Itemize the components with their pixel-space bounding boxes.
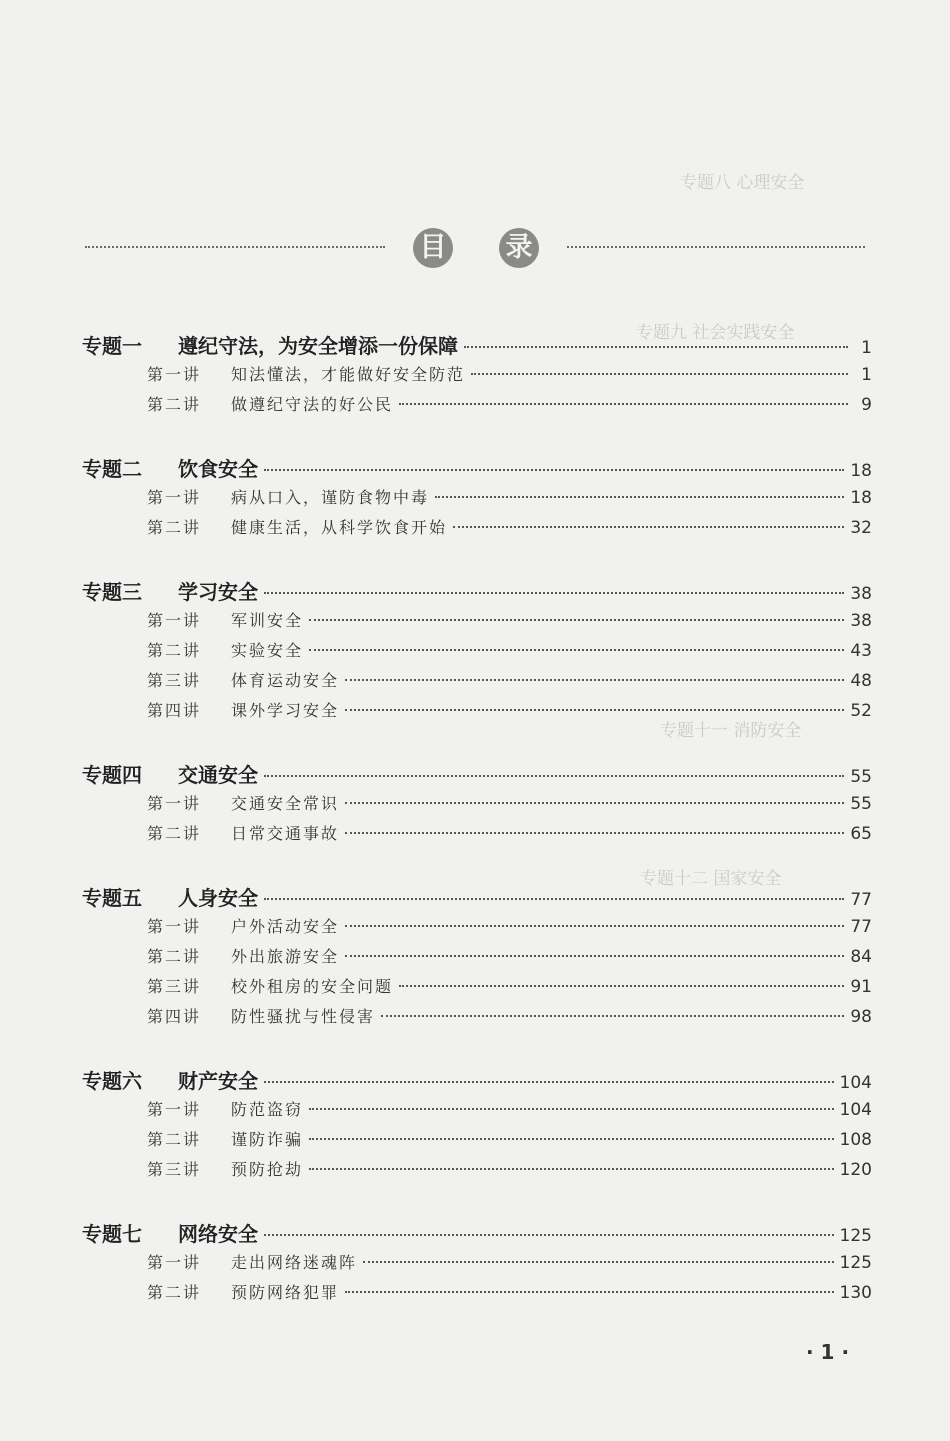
toc-lecture-page: 98: [850, 1007, 872, 1027]
toc-topic-page: 38: [850, 584, 872, 604]
toc-topic[interactable]: [82, 759, 872, 791]
dot-leader: [453, 526, 844, 528]
toc-lecture-number: 第一讲: [147, 488, 202, 507]
toc-lecture-page: 91: [850, 977, 872, 997]
toc-lecture-page: 108: [839, 1130, 872, 1150]
toc-lecture-number: 第二讲: [147, 518, 202, 537]
toc-topic-number: 专题六: [82, 1069, 142, 1093]
toc-lecture[interactable]: [82, 821, 872, 851]
toc-lecture-page: 84: [850, 947, 872, 967]
toc-lecture-title: 日常交通事故: [231, 824, 340, 843]
toc-topic-title: 遵纪守法，为安全增添一份保障: [178, 334, 458, 358]
toc-chapter: [82, 1065, 872, 1187]
dot-leader: [345, 925, 844, 927]
toc-lecture-page: 55: [850, 794, 872, 814]
toc-topic-page: 77: [850, 890, 872, 910]
toc-lecture-number: 第一讲: [147, 794, 202, 813]
toc-lecture-title: 防性骚扰与性侵害: [231, 1007, 376, 1026]
dot-leader: [399, 403, 848, 405]
dot-leader: [264, 1234, 834, 1236]
toc-lecture-page: 65: [850, 824, 872, 844]
toc-lecture-title: 走出网络迷魂阵: [231, 1253, 358, 1272]
dot-leader: [464, 346, 848, 348]
toc-lecture-number: 第二讲: [147, 1283, 202, 1302]
toc-lecture-number: 第四讲: [147, 701, 202, 720]
toc-topic-title: 财产安全: [178, 1069, 258, 1093]
toc-lecture[interactable]: [82, 1004, 872, 1034]
toc-lecture-number: 第三讲: [147, 1160, 202, 1179]
toc-chapter: [82, 330, 872, 422]
toc-topic[interactable]: [82, 576, 872, 608]
dot-leader: [345, 832, 844, 834]
bleed-through-text: 专题九 社会实践安全: [636, 323, 795, 343]
toc-lecture[interactable]: [82, 608, 872, 638]
toc-lecture[interactable]: [82, 1127, 872, 1157]
toc-lecture-number: 第一讲: [147, 917, 202, 936]
dot-leader: [399, 985, 844, 987]
toc-chapter: [82, 759, 872, 851]
toc-lecture-number: 第一讲: [147, 1100, 202, 1119]
dot-leader: [345, 709, 844, 711]
toc-lecture-title: 交通安全常识: [231, 794, 340, 813]
contents-heading: [85, 228, 865, 268]
toc-lecture-title: 病从口入，谨防食物中毒: [231, 488, 430, 507]
bleed-through-text: 专题十二 国家安全: [640, 869, 782, 889]
toc-lecture-page: 52: [850, 701, 872, 721]
toc-topic-number: 专题三: [82, 580, 142, 604]
toc-lecture[interactable]: [82, 638, 872, 668]
toc-lecture-title: 课外学习安全: [231, 701, 340, 720]
bleed-through-text: 专题十一 消防安全: [660, 721, 802, 741]
toc-topic-title: 交通安全: [178, 763, 258, 787]
toc-topic-title: 人身安全: [178, 886, 258, 910]
dot-leader: [345, 955, 844, 957]
toc-topic-page: 55: [850, 767, 872, 787]
toc-lecture-number: 第二讲: [147, 824, 202, 843]
toc-topic-number: 专题一: [82, 334, 142, 358]
toc-topic-title: 饮食安全: [178, 457, 258, 481]
toc-topic[interactable]: [82, 453, 872, 485]
toc-topic-number: 专题四: [82, 763, 142, 787]
dot-leader: [264, 898, 844, 900]
toc-lecture[interactable]: [82, 698, 872, 728]
toc-lecture-number: 第一讲: [147, 365, 202, 384]
toc-lecture-title: 预防抢劫: [231, 1160, 304, 1179]
toc-lecture-page: 120: [839, 1160, 872, 1180]
toc-lecture-title: 知法懂法，才能做好安全防范: [231, 365, 466, 384]
toc-lecture-title: 军训安全: [231, 611, 304, 630]
toc-lecture-number: 第一讲: [147, 611, 202, 630]
toc-lecture-page: 1: [861, 365, 872, 385]
toc-lecture[interactable]: [82, 485, 872, 515]
dot-leader: [264, 592, 844, 594]
toc-lecture-title: 健康生活，从科学饮食开始: [231, 518, 448, 537]
toc-lecture-number: 第二讲: [147, 1130, 202, 1149]
toc-lecture-title: 外出旅游安全: [231, 947, 340, 966]
toc-lecture-title: 预防网络犯罪: [231, 1283, 340, 1302]
table-of-contents: [82, 330, 872, 1341]
toc-lecture-page: 125: [839, 1253, 872, 1273]
toc-topic[interactable]: [82, 330, 872, 362]
dot-leader: [264, 775, 844, 777]
heading-dotted-rule-left: [85, 246, 385, 248]
toc-lecture-page: 9: [861, 395, 872, 415]
toc-lecture-page: 104: [839, 1100, 872, 1120]
toc-lecture[interactable]: [82, 515, 872, 545]
dot-leader: [345, 1291, 834, 1293]
toc-lecture-title: 做遵纪守法的好公民: [231, 395, 394, 414]
dot-leader: [309, 1138, 834, 1140]
toc-lecture-title: 校外租房的安全问题: [231, 977, 394, 996]
dot-leader: [264, 469, 844, 471]
toc-lecture[interactable]: [82, 914, 872, 944]
dot-leader: [381, 1015, 844, 1017]
toc-lecture-page: 38: [850, 611, 872, 631]
toc-lecture[interactable]: [82, 1250, 872, 1280]
page-number: · 1 ·: [806, 1340, 850, 1364]
toc-lecture[interactable]: [82, 392, 872, 422]
toc-lecture-number: 第二讲: [147, 395, 202, 414]
dot-leader: [345, 802, 844, 804]
bleed-through-text: 专题八 心理安全: [680, 173, 805, 193]
toc-topic-page: 104: [839, 1073, 872, 1093]
heading-char-lu: 录: [499, 228, 539, 268]
toc-lecture-number: 第三讲: [147, 977, 202, 996]
toc-topic-page: 18: [850, 461, 872, 481]
toc-lecture-title: 实验安全: [231, 641, 304, 660]
toc-lecture-title: 防范盗窃: [231, 1100, 304, 1119]
dot-leader: [309, 1108, 834, 1110]
toc-lecture-title: 谨防诈骗: [231, 1130, 304, 1149]
toc-chapter: [82, 453, 872, 545]
toc-lecture-page: 77: [850, 917, 872, 937]
toc-lecture[interactable]: [82, 362, 872, 392]
toc-chapter: [82, 1218, 872, 1310]
toc-topic-title: 学习安全: [178, 580, 258, 604]
heading-dotted-rule-right: [567, 246, 865, 248]
toc-lecture-title: 体育运动安全: [231, 671, 340, 690]
toc-topic[interactable]: [82, 1218, 872, 1250]
toc-lecture-page: 32: [850, 518, 872, 538]
heading-char-mu: 目: [413, 228, 453, 268]
toc-chapter: [82, 576, 872, 728]
toc-topic[interactable]: [82, 882, 872, 914]
toc-topic-page: 125: [839, 1226, 872, 1246]
dot-leader: [435, 496, 844, 498]
toc-lecture[interactable]: [82, 944, 872, 974]
toc-lecture-number: 第四讲: [147, 1007, 202, 1026]
dot-leader: [309, 619, 844, 621]
toc-lecture-page: 130: [839, 1283, 872, 1303]
toc-lecture-page: 43: [850, 641, 872, 661]
toc-topic[interactable]: [82, 1065, 872, 1097]
toc-lecture[interactable]: [82, 974, 872, 1004]
dot-leader: [363, 1261, 834, 1263]
toc-lecture-number: 第三讲: [147, 671, 202, 690]
dot-leader: [471, 373, 848, 375]
toc-lecture[interactable]: [82, 791, 872, 821]
toc-lecture[interactable]: [82, 1280, 872, 1310]
toc-lecture[interactable]: [82, 1157, 872, 1187]
toc-lecture[interactable]: [82, 1097, 872, 1127]
dot-leader: [309, 649, 844, 651]
toc-topic-title: 网络安全: [178, 1222, 258, 1246]
toc-lecture-number: 第一讲: [147, 1253, 202, 1272]
toc-lecture-number: 第二讲: [147, 641, 202, 660]
dot-leader: [345, 679, 844, 681]
toc-lecture-page: 18: [850, 488, 872, 508]
toc-lecture[interactable]: [82, 668, 872, 698]
toc-lecture-number: 第二讲: [147, 947, 202, 966]
toc-chapter: [82, 882, 872, 1034]
toc-lecture-title: 户外活动安全: [231, 917, 340, 936]
toc-topic-number: 专题二: [82, 457, 142, 481]
toc-topic-number: 专题五: [82, 886, 142, 910]
dot-leader: [264, 1081, 834, 1083]
toc-topic-page: 1: [861, 338, 872, 358]
dot-leader: [309, 1168, 834, 1170]
toc-topic-number: 专题七: [82, 1222, 142, 1246]
toc-lecture-page: 48: [850, 671, 872, 691]
